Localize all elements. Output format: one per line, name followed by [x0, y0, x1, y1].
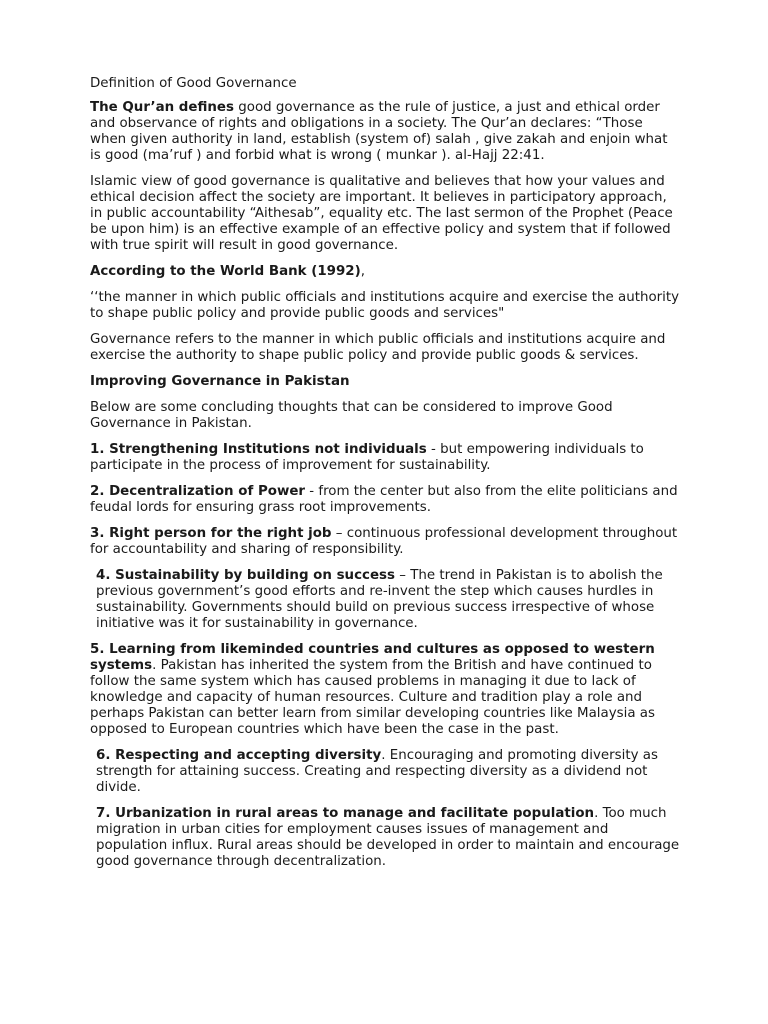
list-item-1-bold: 1. Strengthening Institutions not individuals: [90, 442, 427, 457]
list-item-3: [90, 526, 680, 558]
list-item-5-bold: 5. Learning from likeminded countries and cultures as opposed to western systems: [90, 642, 655, 673]
paragraph-quran: [90, 100, 680, 164]
improving-intro: Below are some concluding thoughts that can be considered to improve Good Governance in Pakistan.: [90, 400, 613, 431]
paragraph-governance-definition: Governance refers to the manner in which public officials and institutions acquire and exercise the authority to shape public policy and provide public goods & services.: [90, 332, 666, 363]
world-bank-quote: ‘‘the manner in which public officials and institutions acquire and exercise the authority to shape public policy and provide public goods and services": [90, 290, 680, 321]
list-item-4: [90, 568, 680, 632]
list-item-7-bold: 7. Urbanization in rural areas to manage and facilitate population: [96, 806, 595, 821]
list-item-7: [90, 806, 680, 870]
list-item-1-text: - but empowering individuals to participate in the process of improvement for sustainability.: [90, 442, 644, 473]
list-item-7-text: . Too much migration in urban cities for employment causes issues of management and population influx. Rural areas should be developed in order to maintain and encourage good governance through decentralization.: [96, 806, 680, 869]
improving-heading-text: Improving Governance in Pakistan: [90, 374, 350, 389]
list-item-4-bold: 4. Sustainability by building on success: [96, 568, 395, 583]
list-item-5: [90, 642, 680, 738]
improving-heading: [90, 374, 680, 390]
list-item-4-text: – The trend in Pakistan is to abolish the previous government’s good efforts and re-invent the step which causes hurdles in sustainability. Governments should build on previous success irrespective of whose initiative was it for sustainability in governance.: [96, 568, 663, 631]
quran-lead: The Qur’an defines: [90, 100, 234, 115]
world-bank-heading-comma: ,: [360, 264, 365, 279]
list-item-2-text: - from the center but also from the elite politicians and feudal lords for ensuring grass root improvements.: [90, 484, 678, 515]
list-item-3-text: – continuous professional development throughout for accountability and sharing of responsibility.: [90, 526, 678, 557]
quran-text: good governance as the rule of justice, a just and ethical order and observance of rights and obligations in a society. The Qur’an declares: “Those when given authority in land, establish (system of) salah , give zakah and enjoin what is good (ma’ruf ) and forbid what is wrong ( munkar ). al-Hajj 22:41.: [90, 100, 668, 163]
document-page: [90, 76, 680, 880]
paragraph-islamic-view: Islamic view of good governance is qualitative and believes that how your values and ethical decision affect the society are important. It believes in participatory approach, in public accountability “Aithesab”, equality etc. The last sermon of the Prophet (Peace be upon him) is an effective example of an effective policy and system that if followed with true spirit will result in good governance.: [90, 174, 673, 253]
world-bank-heading: [90, 264, 680, 280]
list-item-6: [90, 748, 680, 796]
document-title: Definition of Good Governance: [90, 76, 297, 91]
list-item-6-text: . Encouraging and promoting diversity as strength for attaining success. Creating and respecting diversity as a dividend not divide.: [96, 748, 658, 795]
list-item-1: [90, 442, 680, 474]
list-item-2-bold: 2. Decentralization of Power: [90, 484, 306, 499]
world-bank-heading-text: According to the World Bank (1992): [90, 264, 361, 279]
list-item-5-text: . Pakistan has inherited the system from the British and have continued to follow the same system which has caused problems in managing it due to lack of knowledge and capacity of human resources. Culture and tradition play a role and perhaps Pakistan can better learn from similar developing countries like Malaysia as opposed to European countries which have been the case in the past.: [90, 658, 655, 737]
list-item-3-bold: 3. Right person for the right job: [90, 526, 332, 541]
list-item-2: [90, 484, 680, 516]
list-item-6-bold: 6. Respecting and accepting diversity: [96, 748, 382, 763]
